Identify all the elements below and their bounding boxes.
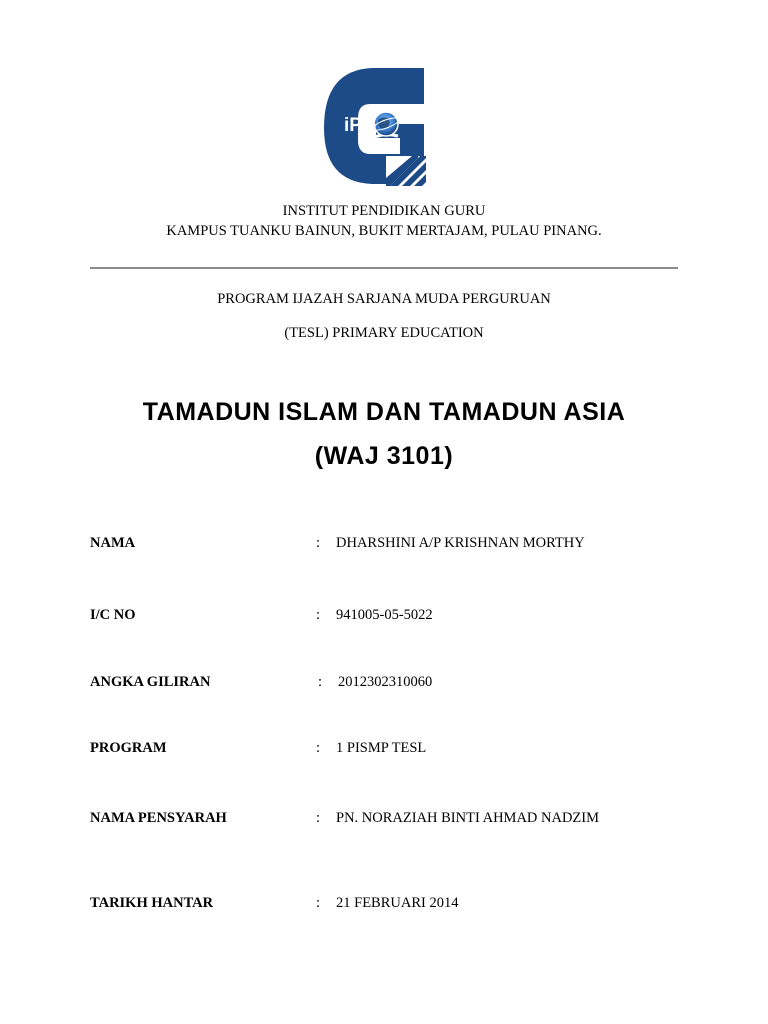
detail-colon: :	[316, 607, 321, 623]
header-divider	[90, 267, 678, 269]
detail-row-ic-no	[0, 604, 768, 626]
detail-value: DHARSHINI A/P KRISHNAN MORTHY	[336, 535, 585, 551]
program-subtitle: (TESL) PRIMARY EDUCATION	[284, 325, 484, 341]
detail-value: 21 FEBRUARI 2014	[336, 895, 459, 911]
detail-value: 2012302310060	[338, 674, 433, 690]
detail-row-angka-giliran	[0, 671, 768, 693]
detail-label: PROGRAM	[90, 740, 167, 756]
detail-value: 1 PISMP TESL	[336, 740, 427, 756]
course-code: (WAJ 3101)	[314, 442, 454, 470]
course-title: TAMADUN ISLAM DAN TAMADUN ASIA	[142, 398, 626, 426]
detail-label: I/C NO	[90, 607, 136, 623]
ipg-logo-graphic	[320, 68, 426, 186]
detail-label: NAMA	[90, 535, 136, 551]
detail-colon: :	[316, 740, 321, 756]
detail-row-nama	[0, 532, 768, 554]
ipg-logo	[320, 68, 426, 186]
detail-colon: :	[316, 895, 321, 911]
program-name: PROGRAM IJAZAH SARJANA MUDA PERGURUAN	[217, 291, 551, 307]
logo-text: iPG	[344, 115, 377, 136]
detail-colon: :	[318, 674, 323, 690]
detail-colon: :	[316, 810, 321, 826]
detail-colon: :	[316, 535, 321, 551]
detail-value: PN. NORAZIAH BINTI AHMAD NADZIM	[336, 810, 600, 826]
campus-address: KAMPUS TUANKU BAINUN, BUKIT MERTAJAM, PULAU PINANG.	[166, 223, 602, 239]
detail-row-tarikh-hantar	[0, 892, 768, 914]
detail-label: TARIKH HANTAR	[90, 895, 214, 911]
detail-label: NAMA PENSYARAH	[90, 810, 227, 826]
institute-name: INSTITUT PENDIDIKAN GURU	[282, 203, 486, 219]
detail-row-program	[0, 737, 768, 759]
detail-label: ANGKA GILIRAN	[90, 674, 211, 690]
detail-value: 941005-05-5022	[336, 607, 433, 623]
detail-row-nama-pensyarah	[0, 807, 768, 829]
